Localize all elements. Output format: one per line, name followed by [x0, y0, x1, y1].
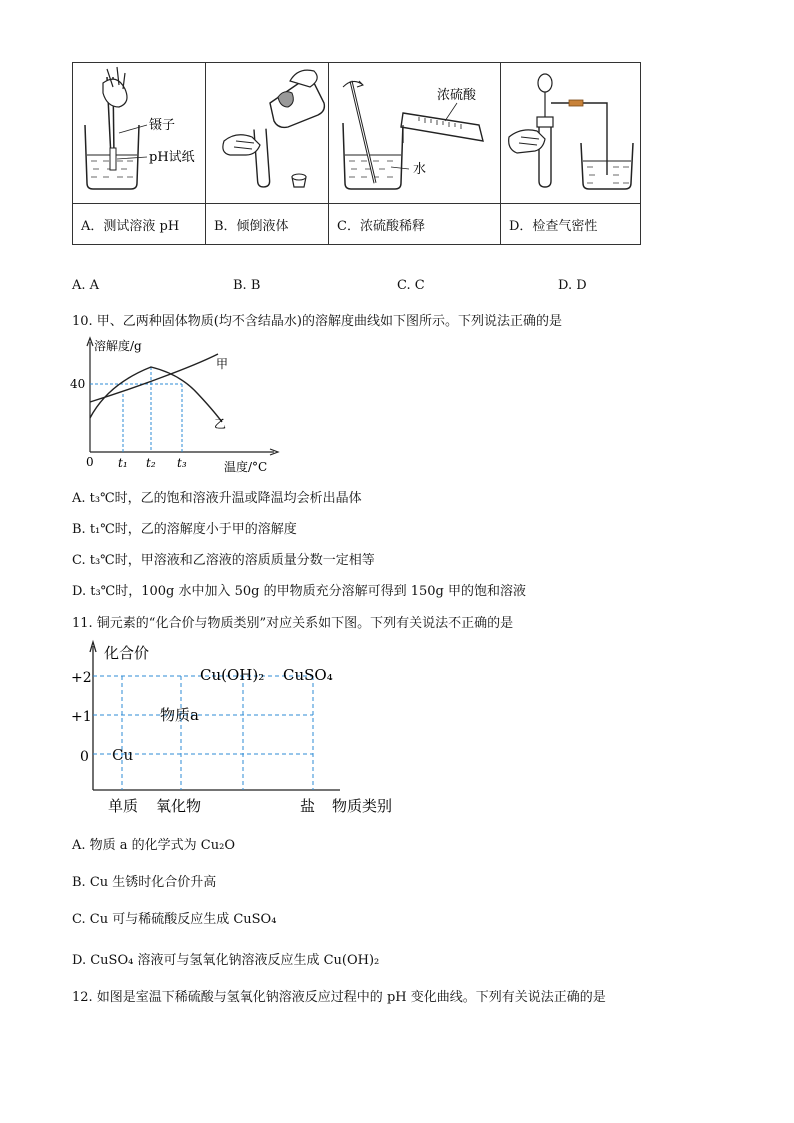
caption-b: B．倾倒液体	[206, 204, 329, 245]
caption-a: A．测试溶液 pH	[73, 204, 206, 245]
caption-c: C．浓硫酸稀释	[329, 204, 501, 245]
q11-option-d[interactable]: D. CuSO₄ 溶液可与氢氧化钠溶液反应生成 Cu(OH)₂	[72, 953, 380, 968]
solubility-chart	[68, 334, 288, 478]
airtightness-illustration	[501, 63, 640, 199]
q9-option-b[interactable]: B. B	[233, 278, 261, 293]
y-axis-label: 溶解度/g	[94, 339, 142, 353]
q10-option-a[interactable]: A. t₃℃时，乙的饱和溶液升温或降温均会析出晶体	[72, 491, 362, 506]
y-axis-label: 化合价	[104, 644, 150, 662]
dilution-illustration	[329, 63, 500, 199]
q11-stem: 11. 铜元素的“化合价与物质类别”对应关系如下图。下列有关说法不正确的是	[72, 616, 514, 631]
panel-a-illustration	[73, 63, 206, 204]
panel-b-illustration	[206, 63, 329, 204]
caption-d: D．检查气密性	[501, 204, 641, 245]
q10-option-d[interactable]: D. t₃℃时，100g 水中加入 50g 的甲物质充分溶解可得到 150g 甲的饱和溶液	[72, 584, 526, 599]
series-yi-line	[90, 367, 222, 422]
y-tick-plus1: +1	[71, 709, 92, 725]
experiment-table	[72, 62, 641, 245]
water-label: 水	[413, 162, 427, 177]
x-cat-oxide: 氧化物	[156, 797, 202, 815]
point-cuso4: CuSO₄	[283, 666, 333, 684]
q10-option-b[interactable]: B. t₁℃时，乙的溶解度小于甲的溶解度	[72, 522, 297, 537]
y-tick-40: 40	[70, 377, 86, 391]
series-yi-label: 乙	[214, 417, 227, 431]
y-tick-plus2: +2	[71, 670, 92, 686]
point-cuoh2: Cu(OH)₂	[200, 666, 265, 684]
x-tick-t2: t₂	[146, 456, 156, 470]
q9-option-c[interactable]: C. C	[397, 278, 425, 293]
q9-option-a[interactable]: A. A	[72, 278, 100, 293]
tweezers-label: 镊子	[149, 118, 176, 133]
ph-paper-label: pH试纸	[149, 150, 195, 165]
pouring-liquid-illustration	[206, 63, 328, 199]
q10-option-c[interactable]: C. t₃℃时，甲溶液和乙溶液的溶质质量分数一定相等	[72, 553, 375, 568]
x-cat-element: 单质	[108, 797, 139, 815]
conc-acid-label: 浓硫酸	[437, 88, 477, 103]
x-axis-label: 温度/°C	[224, 460, 268, 474]
panel-c-illustration	[329, 63, 501, 204]
q10-stem: 10. 甲、乙两种固体物质(均不含结晶水)的溶解度曲线如下图所示。下列说法正确的是	[72, 314, 562, 329]
q11-option-b[interactable]: B. Cu 生锈时化合价升高	[72, 875, 217, 890]
point-cu: Cu	[112, 746, 134, 764]
valence-category-chart	[68, 638, 408, 820]
x-cat-salt: 盐	[300, 797, 316, 815]
q11-option-a[interactable]: A. 物质 a 的化学式为 Cu₂O	[72, 838, 235, 853]
point-a: 物质a	[160, 706, 199, 724]
x-axis-label: 物质类别	[332, 797, 393, 815]
origin-label: 0	[86, 455, 94, 469]
ph-test-illustration	[73, 63, 205, 199]
q9-option-d[interactable]: D. D	[558, 278, 587, 293]
x-tick-t1: t₁	[118, 456, 128, 470]
q11-option-c[interactable]: C. Cu 可与稀硫酸反应生成 CuSO₄	[72, 912, 277, 927]
panel-d-illustration	[501, 63, 641, 204]
q12-stem: 12. 如图是室温下稀硫酸与氢氧化钠溶液反应过程中的 pH 变化曲线。下列有关说法正确的是	[72, 990, 606, 1005]
y-tick-0: 0	[80, 749, 89, 765]
x-tick-t3: t₃	[177, 456, 187, 470]
series-jia-label: 甲	[216, 357, 229, 371]
